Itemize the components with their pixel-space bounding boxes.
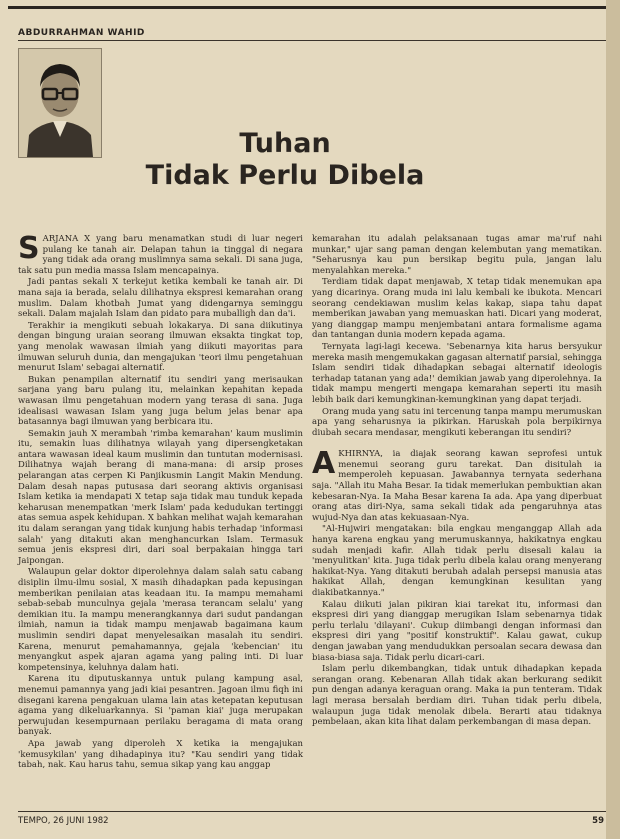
paragraph: Semakin jauh X merambah 'rimba kemarahan' kaum muslimin itu, semakin luas dilihatnya wilayah yang dipersengketakan antara wawasan ideal kaum muslimin dan tuntutan modernisasi. Dilihatnya wajah berang di mana-mana: di arsip proses pelarangan atas cerpen Ki Panjikusmin Langit Makin Mendung. Dalam desah napas putusasa dari seorang aktivis organisasi Islam ketika ia mendapati X tetap saja tidak mau tunduk kepada keharusan menempatkan 'merk Islam' pada kedudukan tertinggi atas semua aspek kehidupan. X bahkan melihat wajah kemarahan itu dalam serangan yang tidak kunjung habis terhadap 'informasi salah' yang ditakuti akan menghancurkan Islam. Termasuk semua jenis ekspresi diri, dari soal berpakaian hingga tari Jaipongan. — [18, 428, 303, 566]
text-column-left — [18, 231, 303, 772]
author-name: ABDURRAHMAN WAHID — [18, 28, 145, 38]
paragraph: Jadi pantas sekali X terkejut ketika kembali ke tanah air. Di mana saja ia berada, selalu dilihatnya ekspresi kemarahan orang muslim. Dalam khotbah Jumat yang didengarnya seminggu sekali. Dalam majalah Islam dan pidato para muballigh dan da'i. — [18, 277, 303, 320]
top-rule — [8, 6, 612, 17]
paragraph: Terakhir ia mengikuti sebuah lokakarya. Di sana diikutinya dengan bingung uraian seorang ilmuwan eksakta tingkat top, yang menolak wawasan ilmiah yang diikuti mayoritas para ilmuwan seluruh dunia, dan mengajukan 'teori ilmu pengetahuan menurut Islam' sebagai alternatif. — [18, 320, 303, 374]
drop-cap: A — [312, 446, 336, 482]
paragraph: Bukan penampilan alternatif itu sendiri yang merisaukan sarjana yang baru pulang itu, melainkan kepahitan kepada wawasan ilmu pengetahuan modern yang terasa di sana. Juga idealisasi wawasan Islam yang juga belum jelas benar apa batasannya bagi ilmuwan yang berbicara itu. — [18, 374, 303, 428]
drop-cap: S — [18, 231, 40, 266]
paragraph: Orang muda yang satu ini tercenung tanpa mampu merumuskan apa yang seharusnya ia pikirkan. Haruskah pola berpikirnya diubah secara mendasar, mengikuti keberangan itu sendiri? — [312, 406, 602, 438]
paragraph: Karena itu diputuskannya untuk pulang kampung asal, menemui pamannya yang jadi kiai pesantren. Jagoan ilmu fiqh ini disegani karena pengakuan ulama lain atas ketepatan keputusan agama yang dikeluarkannya. Si 'paman kiai' juga merupakan perwujudan kesempurnaan perilaku beragama di mata orang banyak. — [18, 674, 303, 738]
text-column-right — [312, 234, 602, 729]
article-title — [130, 128, 440, 192]
paragraph: Ternyata lagi-lagi kecewa. 'Sebenarnya kita harus bersyukur mereka masih mengemukakan gagasan alternatif parsial, sehingga Islam sendiri tidak dihadapkan sebagai alternatif ideologis terhadap tatanan yang ada!' demikian jawab yang diperolehnya. Ia tidak mampu mengerti mengapa kemarahan seperti itu masih lebih baik dari kemungkinan-kemungkinan yang dapat terjadi. — [312, 341, 602, 405]
paragraph: Terdiam tidak dapat menjawab, X tetap tidak menemukan apa yang dicarinya. Orang muda ini lalu kembali ke ibukota. Mencari seorang cendekiawan muslim kelas kakap, siapa tahu dapat memberikan jawaban yang memuaskan hati. Dicari yang moderat, yang dianggap mampu menjembatani antara formalisme agama dan tantangan dunia modern kepada agama. — [312, 277, 602, 341]
paragraph: Kalau diikuti jalan pikiran kiai tarekat itu, informasi dan ekspresi diri yang dianggap merugikan Islam sebenarnya tidak perlu terlalu 'dilayani'. Cukup diimbangi dengan informasi dan ekspresi diri yang "positif konstruktif". Kalau gawat, cukup dengan jawaban yang mendudukkan persoalan secara dewasa dan biasa-biasa saja. Tidak perlu dicari-cari. — [312, 599, 602, 663]
paragraph — [18, 231, 303, 276]
portrait-drawing — [19, 49, 101, 157]
paragraph — [312, 446, 602, 523]
author-portrait — [18, 48, 102, 158]
footer-rule — [18, 811, 608, 812]
paragraph-text: ARJANA X yang baru menamatkan studi di luar negeri pulang ke tanah air. Delapan tahun ia tinggal di negara yang tidak ada orang muslimnya sama sekali. Di sana juga, tak satu pun media massa Islam mencapainya. — [18, 234, 303, 276]
paragraph: Apa jawab yang diperoleh X ketika ia mengajukan 'kemusykilan' yang dihadapinya itu? "Kau sendiri yang tidak tabah, nak. Kau harus tahu, semua sikap yang kau anggap — [18, 738, 303, 771]
paragraph: Islam perlu dikembangkan, tidak untuk dihadapkan kepada serangan orang. Kebenaran Allah tidak akan berkurang sedikit pun dengan adanya keraguan orang. Maka ia pun tenteram. Tidak lagi merasa bersalah berdiam diri. Tuhan tidak perlu dibela, walaupun juga tidak menolak dibela. Berarti atau tidaknya pembelaan, akan kita lihat dalam perkembangan di masa depan. — [312, 664, 602, 728]
page-edge-shadow — [606, 0, 620, 839]
title-line-2: Tidak Perlu Dibela — [145, 160, 425, 191]
author-rule — [18, 40, 608, 41]
paragraph: "Al-Hujwiri mengatakan: bila engkau menganggap Allah ada hanya karena engkau yang merumuskannya, hakikatnya engkau sudah menjadi kafir. Allah tidak perlu disesali kalau ia 'menyulitkan' kita. Juga tidak perlu dibela kalau orang menyerang hakikat-Nya. Yang ditakuti berubah adalah persepsi manusia atas hakikat Allah, dengan kemungkinan kesulitan yang diakibatkannya." — [312, 524, 602, 598]
paragraph-text: KHIRNYA, ia diajak seorang kawan seprofesi untuk menemui seorang guru tarekat. Dan disitulah ia memperoleh kepuasan. Jawabannya ternyata sederhana saja. "Allah itu Maha Besar. Ia tidak memerlukan pembuktian akan kebesaran-Nya. Ia Maha Besar karena Ia ada. Apa yang diperbuat orang atas diri-Nya, sama sekali tidak ada pengaruhnya atas wujud-Nya dan atas kekuasaan-Nya. — [312, 449, 602, 523]
paragraph: Walaupun gelar doktor diperolehnya dalam salah satu cabang disiplin ilmu-ilmu sosial, X masih dihadapkan pada kepusingan memberikan penilaian atas keadaan itu. Ia mampu memahami sebab-sebab munculnya gejala 'merasa terancam selalu' yang demikian itu. Ia mampu menerangkannya dari sudut pandangan ilmiah, namun ia tidak mampu menjawab bagaimana kaum muslimin sendiri dapat menyelesaikan masalah itu sendiri. Karena, menurut pemahamannya, gejala 'kebencian' itu menyangkut aspek ajaran agama yang paling inti. Di luar kompetensinya, keluhnya dalam hati. — [18, 567, 303, 673]
section-break — [312, 439, 602, 449]
paragraph: kemarahan itu adalah pelaksanaan tugas amar ma'ruf nahi munkar," ujar sang paman dengan kelembutan yang mematikan. "Seharusnya kau pun bersikap begitu pula, jangan lalu menyalahkan mereka." — [312, 234, 602, 276]
title-line-1: Tuhan — [239, 128, 331, 159]
page-number: 59 — [592, 816, 604, 826]
issue-date: TEMPO, 26 JUNI 1982 — [18, 816, 109, 826]
